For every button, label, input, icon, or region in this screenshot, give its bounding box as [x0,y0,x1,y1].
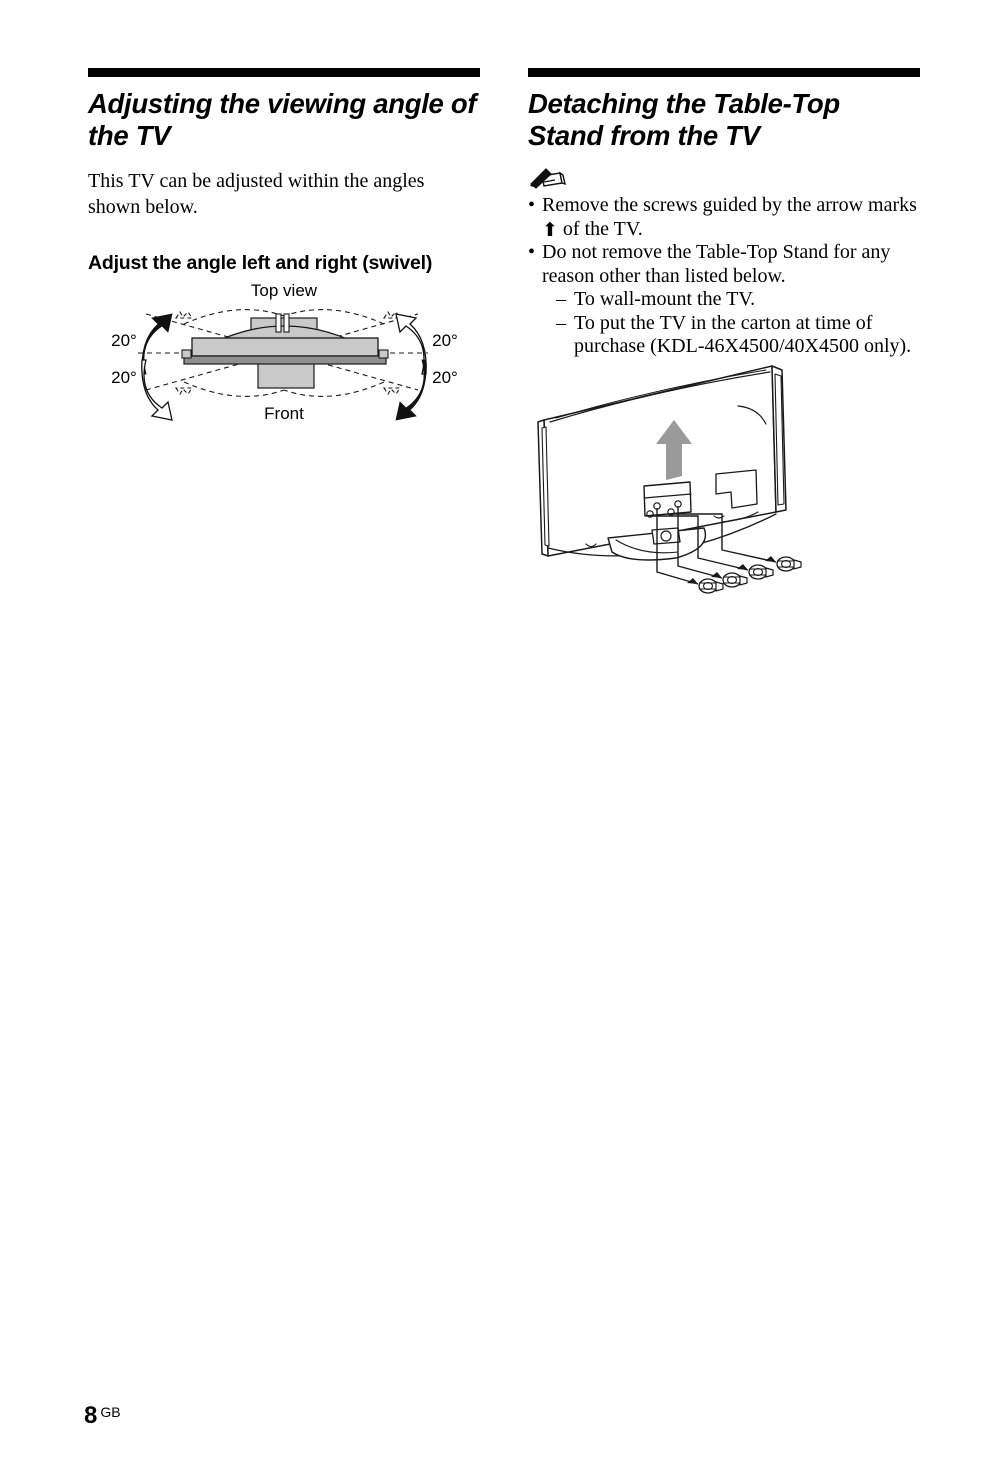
angle-label-bottom-left: 20° [111,368,137,387]
swivel-angle-figure [88,278,480,428]
tv-rear-stand-removal-figure [526,362,856,624]
right-column [528,68,920,359]
swivel-arrow-right-down [396,360,426,420]
bullet-marker: • [528,241,536,263]
section-rule-left [88,68,480,77]
sub-heading-swivel: Adjust the angle left and right (swivel) [88,252,433,274]
intro-paragraph: This TV can be adjusted within the angles shown below. [88,170,425,218]
tv-stand-top-view [182,314,388,388]
angle-label-top-left: 20° [111,331,137,350]
bullet-text-after-arrow: of the TV. [557,217,643,240]
note-pencil-icon [528,166,574,190]
page-number: 8 [84,1402,98,1429]
angle-label-bottom-right: 20° [432,368,458,387]
screw-icon [699,579,723,593]
bullet-text: Do not remove the Table-Top Stand for any reason other than listed below. [542,241,891,287]
note-bullet-item-2 [528,241,920,359]
figure-label-front: Front [264,404,304,423]
up-arrow-icon: ⬆ [542,219,558,241]
angle-label-top-right: 20° [432,331,458,350]
note-sub-item-2 [556,312,920,359]
screw-icon [723,573,747,587]
note-sub-list [542,288,920,359]
swivel-arrow-right-up [396,314,426,374]
sub-item-text: To put the TV in the carton at time of purchase (KDL-46X4500/40X4500 only). [574,311,912,357]
swivel-arrow-left-up [142,314,172,374]
figure-label-top-view: Top view [250,281,318,300]
screw-icon [749,565,773,579]
note-sub-item-1 [556,288,920,312]
bullet-text-before-arrow: Remove the screws guided by the arrow marks [542,194,917,216]
screw-icon [777,557,801,571]
note-bullet-item-1 [528,194,920,241]
page-title-right: Detaching the Table-Top Stand from the TV [528,88,840,151]
left-column [88,68,480,275]
page-footer [84,1402,121,1430]
dash-marker: – [556,311,566,334]
bullet-marker: • [528,194,536,216]
page-title-left: Adjusting the viewing angle of the TV [88,88,477,151]
section-rule-right [528,68,920,77]
note-bullet-list [528,194,920,359]
dash-marker: – [556,288,566,310]
page-region-code: GB [100,1403,121,1420]
sub-item-text: To wall-mount the TV. [574,288,756,310]
swivel-arrow-left-down [142,360,172,420]
